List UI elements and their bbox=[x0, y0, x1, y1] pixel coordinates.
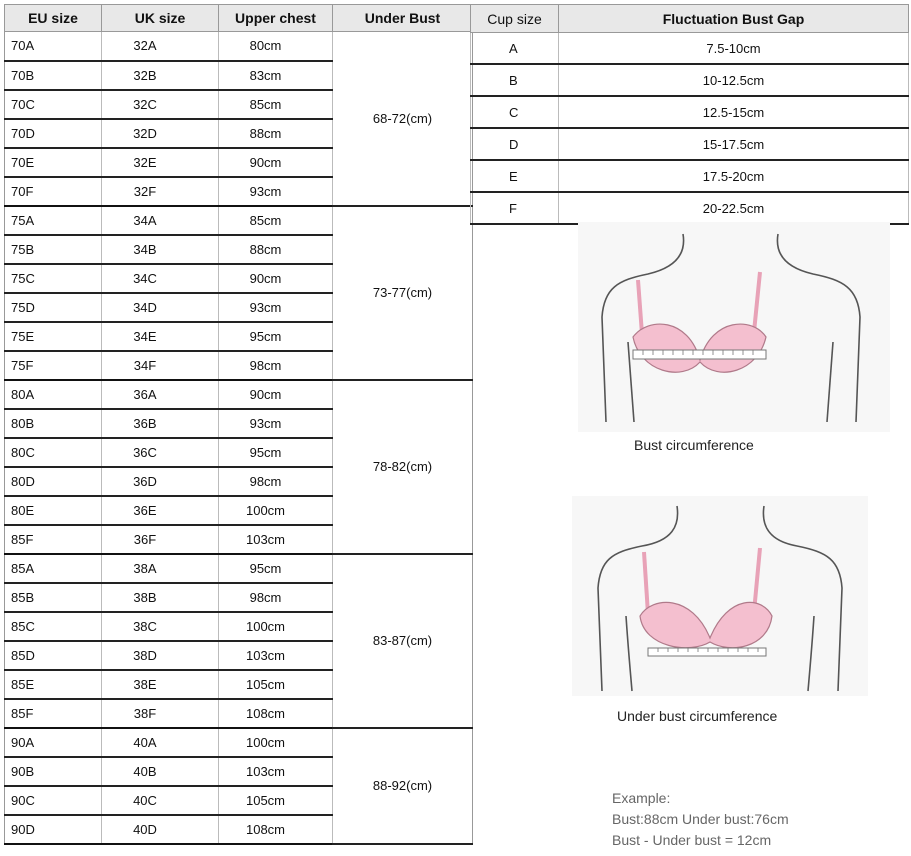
cup-table bbox=[470, 4, 909, 225]
example-title: Example: bbox=[612, 790, 671, 806]
uk-size-cell: 36E bbox=[102, 496, 219, 525]
cup-size-cell: D bbox=[471, 128, 559, 160]
uk-size-cell: 38A bbox=[102, 554, 219, 583]
table-row bbox=[471, 64, 909, 96]
upper-chest-cell: 98cm bbox=[219, 583, 333, 612]
table-row bbox=[471, 33, 909, 65]
uk-size-cell: 38C bbox=[102, 612, 219, 641]
upper-chest-cell: 95cm bbox=[219, 554, 333, 583]
uk-size-cell: 32E bbox=[102, 148, 219, 177]
header-cup-size: Cup size bbox=[471, 5, 559, 33]
upper-chest-cell: 100cm bbox=[219, 496, 333, 525]
under-bust-cell: 83-87(cm) bbox=[333, 554, 473, 728]
upper-chest-cell: 105cm bbox=[219, 670, 333, 699]
upper-chest-cell: 88cm bbox=[219, 119, 333, 148]
eu-size-cell: 80C bbox=[5, 438, 102, 467]
table-row bbox=[5, 32, 473, 61]
bust-gap-cell: 17.5-20cm bbox=[559, 160, 909, 192]
table-row bbox=[5, 728, 473, 757]
uk-size-cell: 38B bbox=[102, 583, 219, 612]
eu-size-cell: 75B bbox=[5, 235, 102, 264]
eu-size-cell: 90B bbox=[5, 757, 102, 786]
eu-size-cell: 80B bbox=[5, 409, 102, 438]
table-row bbox=[471, 160, 909, 192]
upper-chest-cell: 83cm bbox=[219, 61, 333, 90]
header-bust-gap: Fluctuation Bust Gap bbox=[559, 5, 909, 33]
under-bust-cell: 78-82(cm) bbox=[333, 380, 473, 554]
eu-size-cell: 85A bbox=[5, 554, 102, 583]
eu-size-cell: 70A bbox=[5, 32, 102, 61]
example-line-1: Bust:88cm Under bust:76cm bbox=[612, 811, 789, 827]
eu-size-cell: 85D bbox=[5, 641, 102, 670]
uk-size-cell: 36F bbox=[102, 525, 219, 554]
eu-size-cell: 90D bbox=[5, 815, 102, 844]
upper-chest-cell: 93cm bbox=[219, 177, 333, 206]
uk-size-cell: 32F bbox=[102, 177, 219, 206]
table-row bbox=[5, 206, 473, 235]
table-row bbox=[471, 192, 909, 224]
bust-gap-cell: 12.5-15cm bbox=[559, 96, 909, 128]
eu-size-cell: 80A bbox=[5, 380, 102, 409]
under-bust-cell: 88-92(cm) bbox=[333, 728, 473, 844]
table-row bbox=[5, 380, 473, 409]
eu-size-cell: 70C bbox=[5, 90, 102, 119]
header-under-bust: Under Bust bbox=[333, 5, 473, 32]
cup-size-cell: E bbox=[471, 160, 559, 192]
uk-size-cell: 36D bbox=[102, 467, 219, 496]
upper-chest-cell: 98cm bbox=[219, 351, 333, 380]
upper-chest-cell: 88cm bbox=[219, 235, 333, 264]
upper-chest-cell: 105cm bbox=[219, 786, 333, 815]
cup-size-cell: F bbox=[471, 192, 559, 224]
under-bust-caption: Under bust circumference bbox=[617, 708, 778, 724]
bust-caption: Bust circumference bbox=[634, 437, 754, 453]
upper-chest-cell: 90cm bbox=[219, 148, 333, 177]
uk-size-cell: 40B bbox=[102, 757, 219, 786]
size-table-header bbox=[5, 5, 473, 32]
upper-chest-cell: 85cm bbox=[219, 90, 333, 119]
eu-size-cell: 75C bbox=[5, 264, 102, 293]
bust-gap-cell: 15-17.5cm bbox=[559, 128, 909, 160]
upper-chest-cell: 108cm bbox=[219, 815, 333, 844]
uk-size-cell: 34E bbox=[102, 322, 219, 351]
uk-size-cell: 40D bbox=[102, 815, 219, 844]
upper-chest-cell: 108cm bbox=[219, 699, 333, 728]
eu-size-cell: 75E bbox=[5, 322, 102, 351]
eu-size-cell: 80E bbox=[5, 496, 102, 525]
uk-size-cell: 36A bbox=[102, 380, 219, 409]
eu-size-cell: 70F bbox=[5, 177, 102, 206]
upper-chest-cell: 90cm bbox=[219, 380, 333, 409]
upper-chest-cell: 100cm bbox=[219, 728, 333, 757]
uk-size-cell: 38D bbox=[102, 641, 219, 670]
eu-size-cell: 85B bbox=[5, 583, 102, 612]
upper-chest-cell: 80cm bbox=[219, 32, 333, 61]
uk-size-cell: 32A bbox=[102, 32, 219, 61]
header-uk-size: UK size bbox=[102, 5, 219, 32]
under-bust-cell: 73-77(cm) bbox=[333, 206, 473, 380]
uk-size-cell: 32C bbox=[102, 90, 219, 119]
upper-chest-cell: 103cm bbox=[219, 641, 333, 670]
upper-chest-cell: 95cm bbox=[219, 438, 333, 467]
eu-size-cell: 75F bbox=[5, 351, 102, 380]
upper-chest-cell: 90cm bbox=[219, 264, 333, 293]
example-note bbox=[612, 788, 789, 851]
eu-size-cell: 85E bbox=[5, 670, 102, 699]
size-table-body bbox=[5, 32, 473, 844]
uk-size-cell: 32D bbox=[102, 119, 219, 148]
eu-size-cell: 70D bbox=[5, 119, 102, 148]
cup-table-body bbox=[471, 33, 909, 225]
eu-size-cell: 75D bbox=[5, 293, 102, 322]
cup-size-cell: A bbox=[471, 33, 559, 65]
example-line-2: Bust - Under bust = 12cm bbox=[612, 832, 772, 848]
under-bust-cell: 68-72(cm) bbox=[333, 32, 473, 206]
bust-gap-cell: 7.5-10cm bbox=[559, 33, 909, 65]
eu-size-cell: 80D bbox=[5, 467, 102, 496]
upper-chest-cell: 100cm bbox=[219, 612, 333, 641]
eu-size-cell: 75A bbox=[5, 206, 102, 235]
upper-chest-cell: 103cm bbox=[219, 525, 333, 554]
table-row bbox=[471, 128, 909, 160]
upper-chest-cell: 103cm bbox=[219, 757, 333, 786]
header-eu-size: EU size bbox=[5, 5, 102, 32]
eu-size-cell: 90C bbox=[5, 786, 102, 815]
eu-size-cell: 85C bbox=[5, 612, 102, 641]
upper-chest-cell: 85cm bbox=[219, 206, 333, 235]
upper-chest-cell: 98cm bbox=[219, 467, 333, 496]
bust-gap-cell: 20-22.5cm bbox=[559, 192, 909, 224]
table-row bbox=[471, 96, 909, 128]
upper-chest-cell: 93cm bbox=[219, 293, 333, 322]
upper-chest-cell: 95cm bbox=[219, 322, 333, 351]
eu-size-cell: 70B bbox=[5, 61, 102, 90]
uk-size-cell: 34B bbox=[102, 235, 219, 264]
uk-size-cell: 38E bbox=[102, 670, 219, 699]
eu-size-cell: 85F bbox=[5, 525, 102, 554]
uk-size-cell: 34A bbox=[102, 206, 219, 235]
eu-size-cell: 85F bbox=[5, 699, 102, 728]
cup-size-cell: B bbox=[471, 64, 559, 96]
uk-size-cell: 36C bbox=[102, 438, 219, 467]
uk-size-cell: 38F bbox=[102, 699, 219, 728]
eu-size-cell: 70E bbox=[5, 148, 102, 177]
size-table bbox=[4, 4, 473, 845]
table-row bbox=[5, 554, 473, 583]
uk-size-cell: 40A bbox=[102, 728, 219, 757]
eu-size-cell: 90A bbox=[5, 728, 102, 757]
uk-size-cell: 34D bbox=[102, 293, 219, 322]
uk-size-cell: 36B bbox=[102, 409, 219, 438]
header-upper-chest: Upper chest bbox=[219, 5, 333, 32]
bust-circumference-illustration bbox=[578, 222, 890, 432]
cup-size-cell: C bbox=[471, 96, 559, 128]
cup-table-header bbox=[471, 5, 909, 33]
bust-gap-cell: 10-12.5cm bbox=[559, 64, 909, 96]
under-bust-circumference-illustration bbox=[572, 496, 868, 696]
uk-size-cell: 40C bbox=[102, 786, 219, 815]
uk-size-cell: 34F bbox=[102, 351, 219, 380]
upper-chest-cell: 93cm bbox=[219, 409, 333, 438]
uk-size-cell: 32B bbox=[102, 61, 219, 90]
uk-size-cell: 34C bbox=[102, 264, 219, 293]
